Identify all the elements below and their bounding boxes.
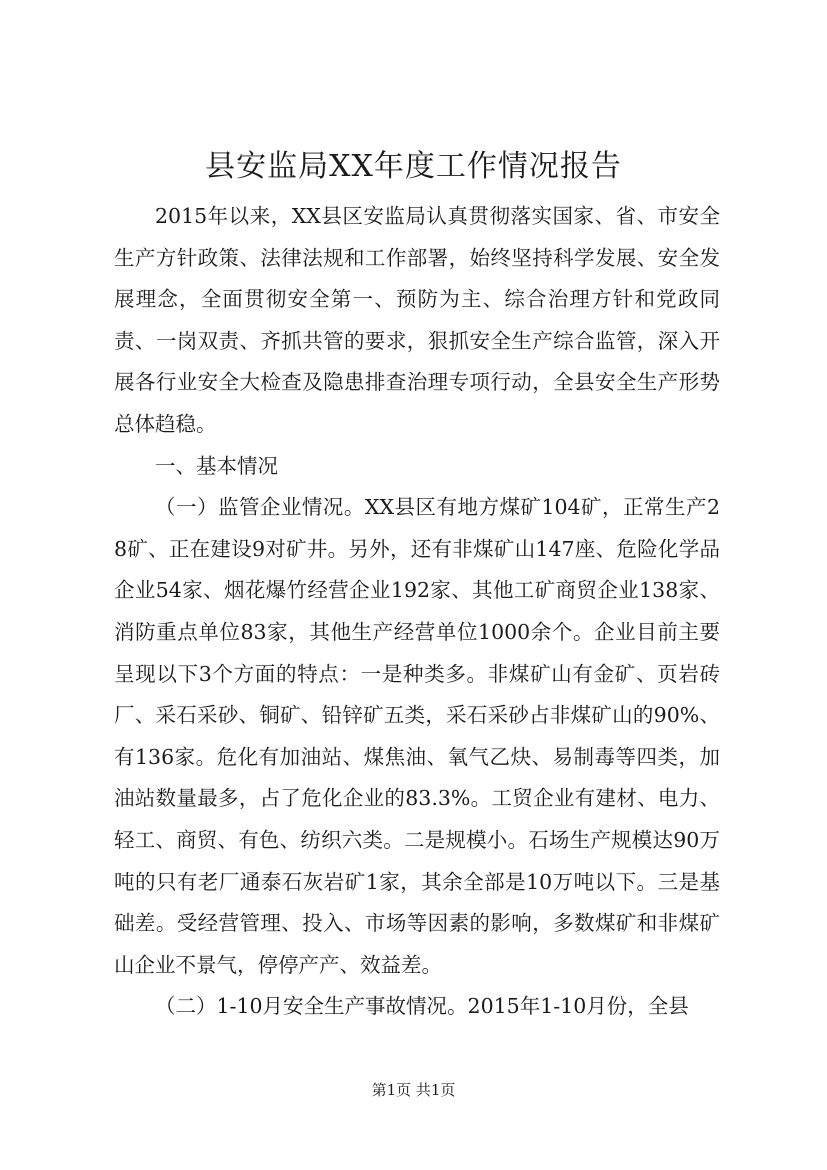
section-heading-basic-situation: 一、基本情况 [155, 453, 278, 478]
paragraph-intro: 2015年以来，XX县区安监局认真贯彻落实国家、省、市安全生产方针政策、法律法规和工作部署，始终坚持科学发展、安全发展理念，全面贯彻安全第一、预防为主、综合治理方针和党政同责、一岗双责、齐抓共管的要求，狠抓安全生产综合监管，深入开展各行业安全大检查及隐患排查治理专项行动，全县安全生产形势总体趋稳。 [114, 204, 720, 436]
page-footer: 第1页 共1页 [371, 1081, 456, 1099]
document-title: 县安监局XX年度工作情况报告 [205, 149, 622, 184]
document-body [114, 196, 720, 1028]
paragraph-supervised-enterprises: （一）监管企业情况。XX县区有地方煤矿104矿，正常生产28矿、正在建设9对矿井。另外，还有非煤矿山147座、危险化学品企业54家、烟花爆竹经营企业192家、其他工矿商贸企业138家、消防重点单位83家，其他生产经营单位1000余个。企业目前主要呈现以下3个方面的特点：一是种类多。非煤矿山有金矿、页岩砖厂、采石采砂、铜矿、铅锌矿五类，采石采砂占非煤矿山的90%、有136家。危化有加油站、煤焦油、氧气乙炔、易制毒等四类，加油站数量最多，占了危化企业的83.3%。工贸企业有建材、电力、轻工、商贸、有色、纺织六类。二是规模小。石场生产规模达90万吨的只有老厂通泰石灰岩矿1家，其余全部是10万吨以下。三是基础差。受经营管理、投入、市场等因素的影响，多数煤矿和非煤矿山企业不景气，停停产产、效益差。 [114, 495, 720, 977]
paragraph-accident-situation: （二）1-10月安全生产事故情况。2015年1-10月份，全县 [155, 994, 689, 1019]
